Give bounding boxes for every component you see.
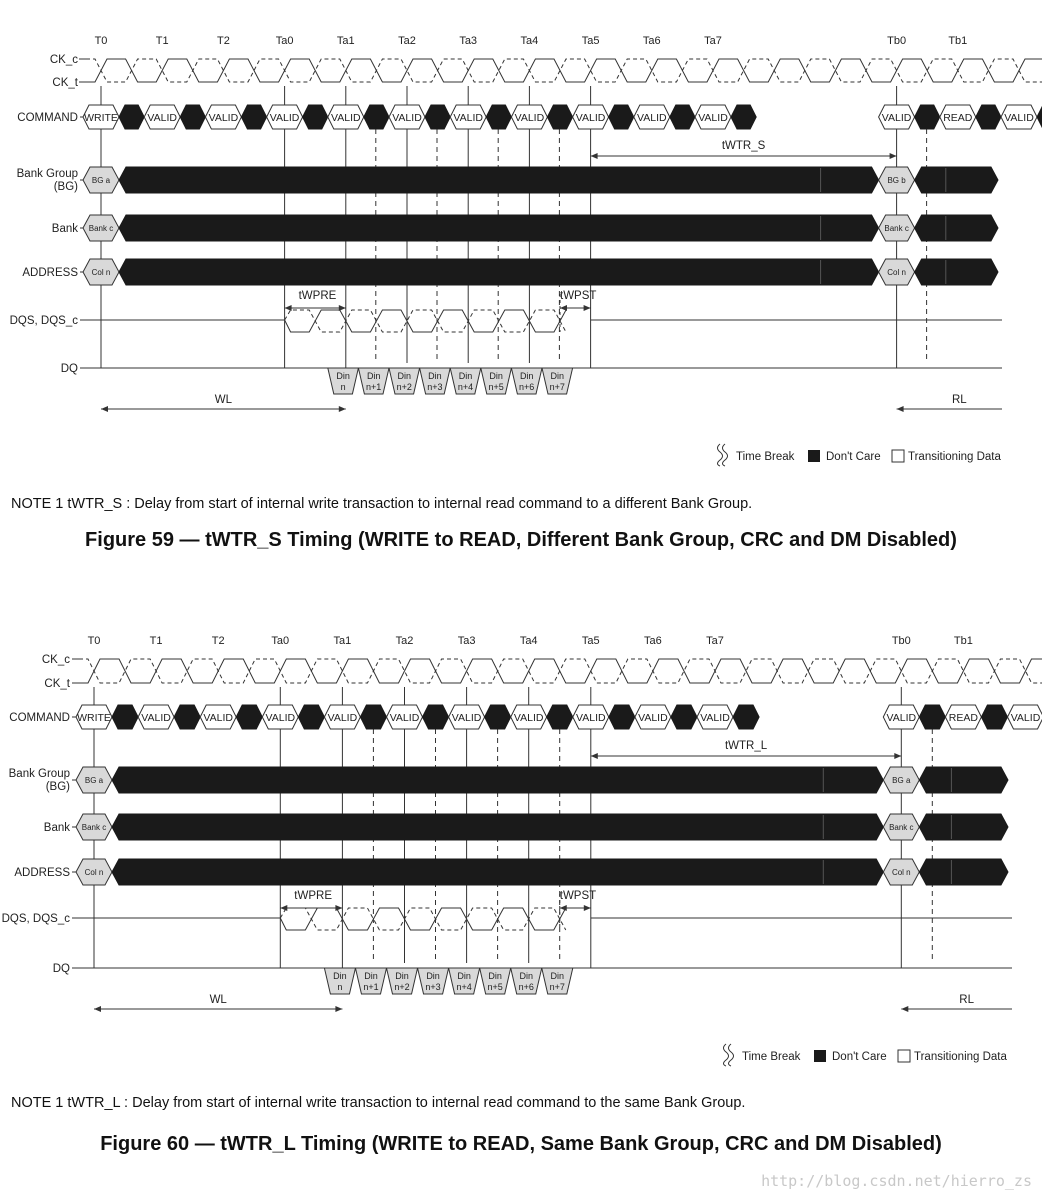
din-label-top: Din: [550, 971, 565, 981]
din-label-bottom: n+7: [549, 982, 565, 992]
din-label-bottom: n+4: [457, 382, 474, 392]
bank-group-dont-care-block: [112, 767, 883, 793]
twtr-arrow-head-right: [894, 753, 901, 759]
clock-ck-c-waveform: [72, 659, 1042, 683]
figure-59-note: NOTE 1 tWTR_S : Delay from start of internal write transaction to internal read command to a different Bank Group.: [11, 496, 753, 512]
bank-group-first-label: BG a: [84, 776, 104, 785]
bank-first-label: Bank c: [81, 823, 107, 832]
bank-group-second-label: BG b: [887, 176, 906, 185]
figure-59-caption: Figure 59 — tWTR_S Timing (WRITE to READ, Different Bank Group, CRC and DM Disabled): [85, 529, 957, 551]
din-label-top: Din: [397, 371, 412, 381]
twpre-arrow-head-left: [285, 305, 292, 311]
din-label-bottom: n+3: [427, 382, 443, 392]
command-dont-care-block: [425, 105, 450, 129]
clock-label: T0: [94, 35, 108, 47]
bank-first-label: Bank c: [88, 224, 114, 233]
din-label-bottom: n+1: [363, 982, 379, 992]
time-break-legend-icon: [718, 444, 728, 466]
command-dont-care-block: [241, 105, 266, 129]
clock-label: T0: [87, 635, 101, 647]
timing-diagram-fig60: [2, 635, 1042, 1066]
command-dont-care-block: [180, 105, 205, 129]
dqs-waveform: [280, 908, 565, 930]
din-label-bottom: n+2: [394, 982, 410, 992]
wl-label: WL: [214, 394, 233, 406]
clock-label: Tb1: [953, 635, 973, 647]
bank-group-trailing-dont-care: [915, 167, 998, 193]
address-second-label: Col n: [887, 268, 906, 277]
clock-label: Tb0: [891, 635, 911, 647]
signal-name-bank: Bank: [43, 822, 70, 834]
twpre-label: tWPRE: [298, 290, 337, 302]
bank-group-trailing-dont-care: [919, 767, 1008, 793]
command-dont-care-block: [915, 105, 940, 129]
din-label-top: Din: [519, 371, 534, 381]
dont-care-legend-swatch: [814, 1050, 826, 1062]
twpre-label: tWPRE: [294, 890, 333, 902]
command-label: VALID: [389, 712, 420, 724]
command-dont-care-block: [423, 705, 449, 729]
din-label-bottom: n+5: [487, 982, 503, 992]
command-label: VALID: [881, 112, 912, 124]
din-label-bottom: n+1: [366, 382, 382, 392]
dont-care-legend-swatch: [808, 450, 820, 462]
command-dont-care-block: [547, 105, 572, 129]
clock-label: Ta3: [457, 635, 476, 647]
din-label-bottom: n+4: [456, 982, 472, 992]
clock-label: Ta2: [398, 35, 416, 47]
din-label-top: Din: [333, 971, 347, 981]
command-dont-care-block: [609, 105, 634, 129]
command-label: VALID: [1004, 112, 1034, 124]
bank-group-first-label: BG a: [91, 176, 111, 185]
twpre-arrow-head-right: [339, 305, 346, 311]
clock-label: Ta0: [275, 35, 294, 47]
clock-label: T1: [155, 35, 169, 47]
twpst-arrow-head-right: [584, 905, 591, 911]
signal-name-dqs: DQS, DQS_c: [1, 913, 70, 925]
twtr-arrow-head-left: [591, 153, 598, 159]
rl-arrow-head-left: [897, 406, 904, 412]
command-dont-care-block: [174, 705, 200, 729]
clock-ck-t-waveform: [72, 659, 1042, 683]
twtr-arrow-head-right: [890, 153, 897, 159]
command-label: VALID: [147, 112, 177, 124]
command-label: VALID: [514, 112, 545, 124]
din-label-top: Din: [336, 371, 350, 381]
signal-name-dqs: DQS, DQS_c: [9, 315, 78, 327]
twtr-arrow-head-left: [591, 753, 598, 759]
command-dont-care-block: [670, 105, 695, 129]
wl-arrow-head-left: [101, 406, 108, 412]
clock-label: Ta1: [336, 35, 355, 47]
signal-name-dq: DQ: [60, 363, 78, 375]
clock-ck-t-waveform: [79, 59, 1042, 82]
command-dont-care-block: [731, 105, 756, 129]
command-dont-care-block: [919, 705, 945, 729]
command-dont-care-block: [733, 705, 759, 729]
din-label-bottom: n: [340, 382, 346, 392]
watermark: http://blog.csdn.net/hierro_zs: [761, 1172, 1032, 1190]
twpst-arrow-head-left: [560, 305, 567, 311]
dqs-c-waveform: [280, 908, 565, 930]
signal-name-bank-group: Bank Group: [16, 168, 78, 180]
command-dont-care-block: [112, 705, 138, 729]
clock-label: Ta6: [644, 635, 662, 647]
signal-name-ck-c: CK_c: [49, 54, 78, 66]
clock-label: Ta6: [642, 35, 661, 47]
twpre-arrow-head-left: [280, 905, 287, 911]
bank-second-label: Bank c: [884, 224, 909, 233]
wl-label: WL: [209, 994, 227, 1006]
din-label-bottom: n+6: [518, 982, 534, 992]
legend-transitioning-label: Transitioning Data: [914, 1051, 1007, 1063]
twpst-arrow-head-right: [584, 305, 591, 311]
rl-label: RL: [951, 394, 967, 406]
twtr-label: tWTR_L: [724, 740, 768, 752]
din-label-bottom: n+6: [519, 382, 535, 392]
dqs-c-waveform: [285, 310, 566, 332]
command-label: VALID: [700, 712, 730, 724]
clock-label: Ta5: [581, 635, 600, 647]
command-label: WRITE: [77, 712, 111, 724]
clock-label: Ta3: [459, 35, 478, 47]
command-dont-care-block: [119, 105, 144, 129]
clock-label: Ta7: [704, 35, 722, 47]
command-label: VALID: [203, 712, 233, 724]
address-first-label: Col n: [84, 868, 104, 877]
command-label: VALID: [392, 112, 422, 124]
address-second-label: Col n: [891, 868, 911, 877]
command-dont-care-block: [976, 105, 1001, 129]
din-label-top: Din: [519, 971, 533, 981]
din-label-top: Din: [457, 971, 471, 981]
legend-time-break-label: Time Break: [742, 1051, 801, 1063]
din-label-top: Din: [428, 371, 442, 381]
din-label-top: Din: [395, 971, 409, 981]
command-dont-care-block: [671, 705, 697, 729]
command-dont-care-block: [1037, 105, 1042, 129]
din-label-bottom: n+2: [396, 382, 412, 392]
signal-name-ck-t: CK_t: [52, 77, 78, 89]
bank-group-second-label: BG a: [892, 776, 911, 785]
bank-trailing-dont-care: [919, 814, 1008, 840]
transitioning-data-legend-swatch: [892, 450, 904, 462]
address-trailing-dont-care: [915, 259, 998, 285]
din-label-top: Din: [550, 371, 565, 381]
command-label: VALID: [698, 112, 728, 124]
wl-arrow-head-right: [339, 406, 346, 412]
command-dont-care-block: [364, 105, 389, 129]
command-label: VALID: [576, 712, 606, 724]
command-dont-care-block: [298, 705, 324, 729]
bank-dont-care-block: [112, 814, 883, 840]
signal-name-ck-c: CK_c: [41, 654, 70, 666]
command-dont-care-block: [236, 705, 262, 729]
address-trailing-dont-care: [919, 859, 1008, 885]
signal-name-bank-group-abbr: (BG): [45, 781, 70, 793]
signal-name-address: ADDRESS: [22, 267, 78, 279]
command-dont-care-block: [609, 705, 635, 729]
clock-label: Ta4: [519, 635, 538, 647]
command-dont-care-block: [547, 705, 573, 729]
din-label-top: Din: [489, 371, 503, 381]
signal-name-command: COMMAND: [9, 712, 70, 724]
legend-transitioning-label: Transitioning Data: [908, 451, 1001, 463]
transitioning-data-legend-swatch: [898, 1050, 910, 1062]
twpst-label: tWPST: [560, 290, 597, 302]
command-label: WRITE: [84, 112, 118, 124]
signal-name-bank: Bank: [51, 223, 78, 235]
wl-arrow-head-left: [94, 1006, 101, 1012]
timing-diagram-fig59: [10, 35, 1042, 466]
din-label-top: Din: [426, 971, 440, 981]
signal-name-address: ADDRESS: [14, 867, 70, 879]
clock-label: T1: [149, 635, 163, 647]
bank-dont-care-block: [119, 215, 879, 241]
clock-label: T2: [211, 635, 225, 647]
figure-60-note: NOTE 1 tWTR_L : Delay from start of internal write transaction to internal read command to the same Bank Group.: [11, 1095, 746, 1111]
command-label: VALID: [208, 112, 239, 124]
command-label: VALID: [1010, 712, 1041, 724]
bank-group-dont-care-block: [119, 167, 879, 193]
time-break-legend-icon: [724, 1044, 734, 1066]
clock-label: Ta5: [581, 35, 600, 47]
address-dont-care-block: [112, 859, 883, 885]
command-dont-care-block: [485, 705, 511, 729]
din-label-top: Din: [366, 371, 381, 381]
clock-label: Ta2: [395, 635, 414, 647]
clock-label: Ta1: [333, 635, 352, 647]
clock-label: Ta4: [520, 35, 539, 47]
signal-name-bank-group: Bank Group: [8, 768, 70, 780]
command-label: VALID: [638, 712, 668, 724]
command-label: READ: [948, 712, 978, 724]
clock-label: Ta0: [271, 635, 290, 647]
command-label: READ: [943, 112, 973, 124]
clock-label: Ta7: [706, 635, 724, 647]
command-dont-care-block: [303, 105, 328, 129]
din-label-bottom: n+3: [425, 982, 441, 992]
command-label: VALID: [886, 712, 917, 724]
signal-name-bank-group-abbr: (BG): [53, 181, 78, 193]
command-label: VALID: [265, 712, 296, 724]
clock-label: Tb1: [948, 35, 968, 47]
twtr-label: tWTR_S: [721, 140, 766, 152]
command-label: VALID: [453, 112, 483, 124]
signal-name-ck-t: CK_t: [44, 678, 70, 690]
dqs-waveform: [285, 310, 566, 332]
din-label-top: Din: [458, 371, 473, 381]
address-dont-care-block: [119, 259, 879, 285]
twpst-label: tWPST: [559, 890, 597, 902]
command-label: VALID: [451, 712, 482, 724]
figure-60-caption: Figure 60 — tWTR_L Timing (WRITE to READ, Same Bank Group, CRC and DM Disabled): [100, 1133, 942, 1155]
command-dont-care-block: [486, 105, 511, 129]
command-label: VALID: [331, 112, 361, 124]
signal-name-dq: DQ: [52, 963, 70, 975]
din-label-top: Din: [488, 971, 502, 981]
bank-second-label: Bank c: [889, 823, 914, 832]
command-label: VALID: [269, 112, 300, 124]
clock-label: T2: [216, 35, 230, 47]
legend-dont-care-label: Don't Care: [826, 451, 881, 463]
command-label: VALID: [141, 712, 171, 724]
twpre-arrow-head-right: [335, 905, 342, 911]
command-label: VALID: [575, 112, 606, 124]
bank-trailing-dont-care: [915, 215, 998, 241]
address-first-label: Col n: [91, 268, 111, 277]
clock-label: Tb0: [887, 35, 907, 47]
twpst-arrow-head-left: [560, 905, 567, 911]
legend-time-break-label: Time Break: [736, 451, 795, 463]
din-label-bottom: n+7: [549, 382, 565, 392]
din-label-top: Din: [364, 971, 378, 981]
wl-arrow-head-right: [335, 1006, 342, 1012]
signal-name-command: COMMAND: [17, 112, 78, 124]
command-label: VALID: [637, 112, 667, 124]
command-label: VALID: [513, 712, 544, 724]
din-label-bottom: n+5: [488, 382, 504, 392]
rl-label: RL: [959, 994, 975, 1006]
command-label: VALID: [327, 712, 358, 724]
command-dont-care-block: [360, 705, 386, 729]
legend-dont-care-label: Don't Care: [832, 1051, 887, 1063]
rl-arrow-head-left: [901, 1006, 908, 1012]
din-label-bottom: n: [337, 982, 343, 992]
command-dont-care-block: [981, 705, 1007, 729]
